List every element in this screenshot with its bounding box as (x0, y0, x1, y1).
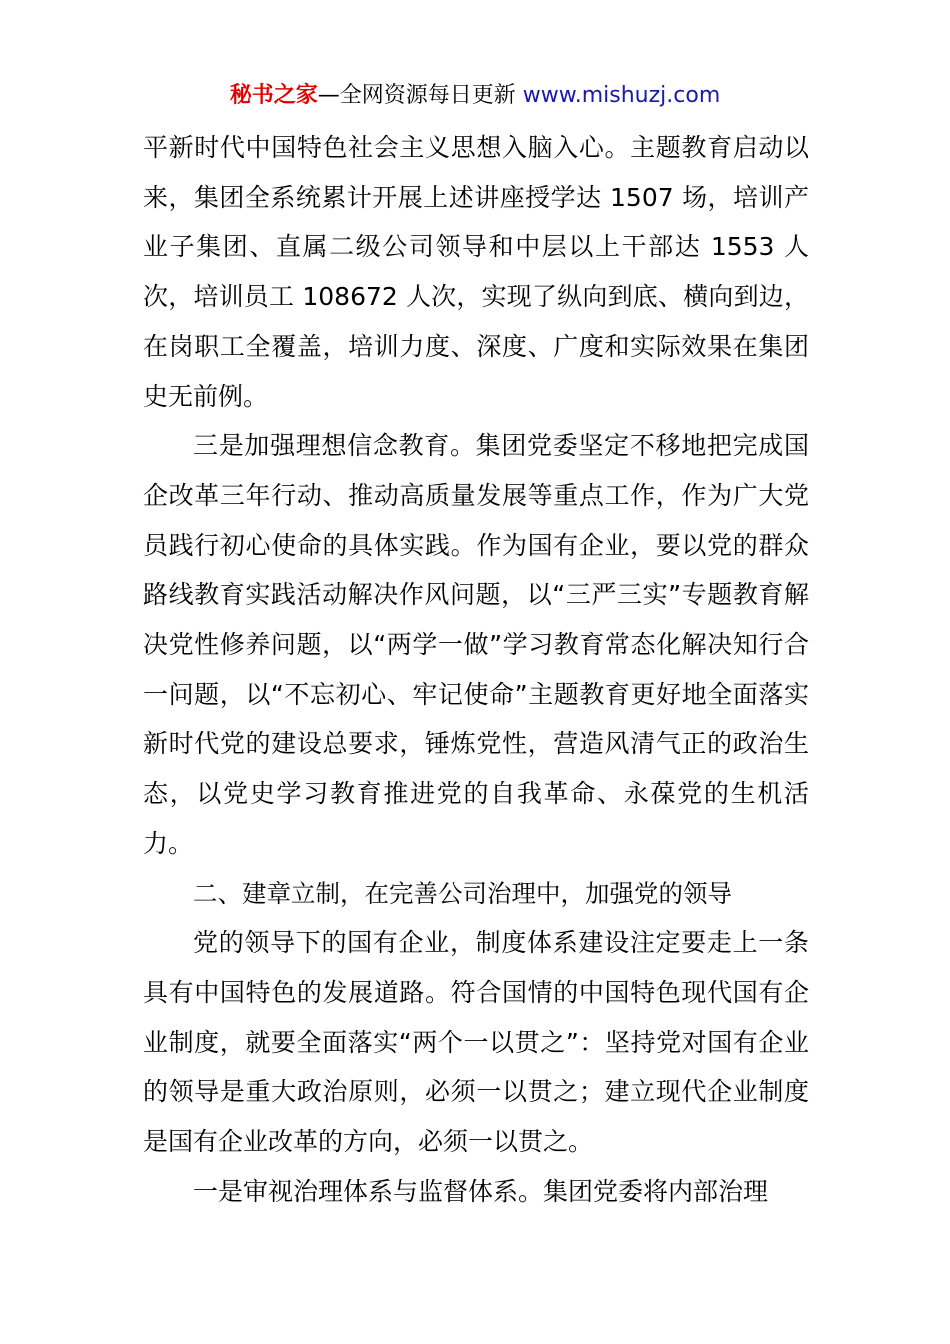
header-url-link[interactable]: www.mishuzj.com (522, 83, 721, 108)
document-body (143, 123, 809, 1216)
paragraph-party-leadership: 党的领导下的国有企业，制度体系建设注定要走上一条具有中国特色的发展道路。符合国情的中国特色现代国有企业制度，就要全面落实“两个一以贯之”：坚持党对国有企业的领导是重大政治原则，必须一以贯之；建立现代企业制度是国有企业改革的方向，必须一以贯之。 (143, 928, 809, 1157)
paragraph-ideals-education: 三是加强理想信念教育。集团党委坚定不移地把完成国企改革三年行动、推动高质量发展等重点工作，作为广大党员践行初心使命的具体实践。作为国有企业，要以党的群众路线教育实践活动解决作风问题，以“三严三实”专题教育解决党性修养问题，以“两学一做”学习教育常态化解决知行合一问题，以“不忘初心、牢记使命”主题教育更好地全面落实新时代党的建设总要求，锤炼党性，营造风清气正的政治生态，以党史学习教育推进党的自我革命、永葆党的生机活力。 (143, 431, 809, 858)
section-heading: 二、建章立制，在完善公司治理中，加强党的领导 (193, 878, 732, 908)
header-tagline: —全网资源每日更新 (317, 83, 516, 108)
page-header (0, 80, 950, 112)
header-brand: 秘书之家 (229, 83, 318, 108)
paragraph-continued: 平新时代中国特色社会主义思想入脑入心。主题教育启动以来，集团全系统累计开展上述讲座授学达 1507 场，培训产业子集团、直属二级公司领导和中层以上干部达 1553 人次，培训员工 108672 人次，实现了纵向到底、横向到边，在岗职工全覆盖，培训力度、深度、广度和实际效果在集团史无前例。 (143, 133, 809, 411)
paragraph-governance: 一是审视治理体系与监督体系。集团党委将内部治理 (193, 1176, 769, 1206)
